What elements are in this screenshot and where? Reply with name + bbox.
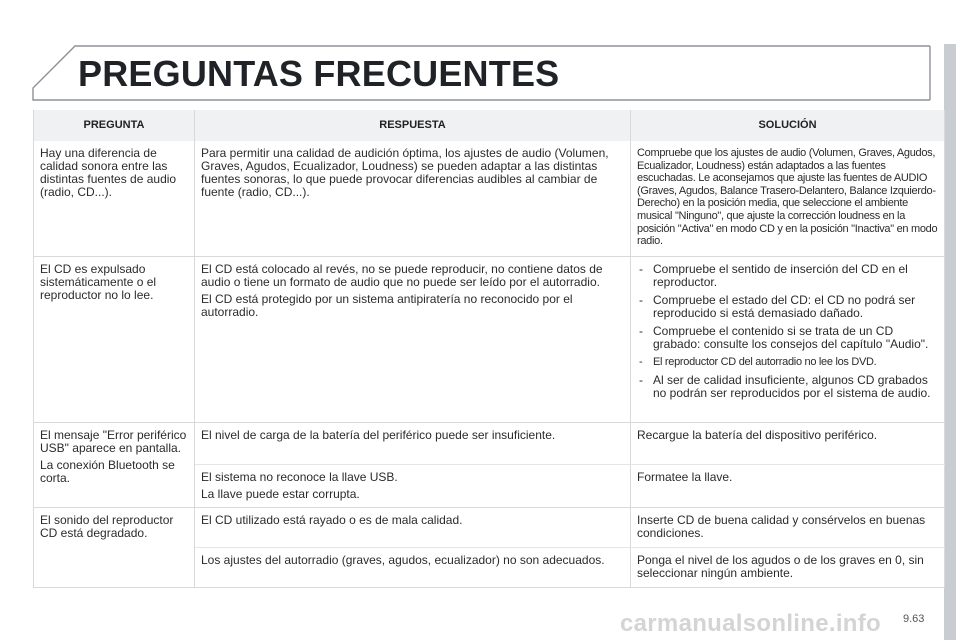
question-cell [34,422,195,507]
table-row [34,256,945,422]
answer-text: El nivel de carga de la batería del periférico puede ser insuficiente. [201,427,556,442]
answer-text: Para permitir una calidad de audición óptima, los ajustes de audio (Volumen, Graves, Agudos, Ecualizador, Loudness) se pueden adaptar a las distintas fuentes sonoras, lo que puede provocar diferencias audibles al cambiar de fuente (radio, CD...). [201,146,609,199]
answer-text: El CD está protegido por un sistema antipiratería no reconocido por el autorradio. [201,291,573,319]
table-row [34,422,945,464]
answer-text: El CD utilizado está rayado o es de mala calidad. [201,512,463,527]
table-header-row [34,110,945,141]
answer-cell [195,464,631,507]
answer-cell [195,507,631,547]
page-number: 9.63 [903,613,925,625]
solution-item: - Compruebe el estado del CD: el CD no podrá ser reproducido si está demasiado dañado. [637,294,938,320]
solution-text: Compruebe que los ajustes de audio (Volumen, Graves, Agudos, Ecualizador, Loudness) están adaptados a las fuentes escuchadas. Le aconsejamos que ajuste las fuentes de AUDIO (Graves, Agudos, Balance Trasero-Delantero, Balance Izquierdo-Derecho) en la posición media, que seleccione el ambiente musical "Ninguno", que ajuste la corrección loudness en la posición "Activa" en modo CD y en la posición "Inactiva" en modo radio. [637,147,938,248]
solution-item: - El reproductor CD del autorradio no lee los DVD. [637,356,938,369]
answer-text: El sistema no reconoce la llave USB. [201,469,398,484]
question-text: El CD es expulsado sistemáticamente o el reproductor no lo lee. [40,261,157,302]
page-title: PREGUNTAS FRECUENTES [78,53,560,94]
table-row [34,507,945,547]
answer-cell [195,547,631,587]
question-cell [34,256,195,422]
question-text: El sonido del reproductor CD está degradado. [40,512,174,540]
question-cell [34,507,195,587]
header-solution: SOLUCIÓN [631,110,945,141]
solution-text: Recargue la batería del dispositivo periférico. [637,427,878,442]
table-row [34,141,945,256]
question-text: La conexión Bluetooth se corta. [40,457,175,485]
solution-cell [631,507,945,547]
faq-table [33,110,945,588]
watermark: carmanualsonline.info [620,610,882,637]
header-answer: RESPUESTA [195,110,631,141]
solution-item: - Compruebe el contenido si se trata de un CD grabado: consulte los consejos del capítulo "Audio". [637,325,938,351]
page-side-bar [944,44,956,640]
solution-item: - Al ser de calidad insuficiente, algunos CD grabados no podrán ser reproducidos por el sistema de audio. [637,374,938,400]
answer-text: El CD está colocado al revés, no se puede reproducir, no contiene datos de audio o tiene un formato de audio que no puede ser leído por el autorradio. [201,261,603,289]
solution-text: Formatee la llave. [637,469,733,484]
answer-cell [195,141,631,256]
header-question: PREGUNTA [34,110,195,141]
solution-cell [631,141,945,256]
solution-text: Ponga el nivel de los agudos o de los graves en 0, sin seleccionar ningún ambiente. [637,552,924,580]
question-text: El mensaje "Error periférico USB" aparece en pantalla. [40,427,187,455]
question-cell [34,141,195,256]
solution-item: - Compruebe el sentido de inserción del CD en el reproductor. [637,263,938,289]
solution-list [637,263,938,400]
solution-cell [631,422,945,464]
answer-cell [195,256,631,422]
solution-cell [631,256,945,422]
solution-cell [631,547,945,587]
answer-text: Los ajustes del autorradio (graves, agudos, ecualizador) no son adecuados. [201,552,605,567]
answer-text: La llave puede estar corrupta. [201,486,360,501]
answer-cell [195,422,631,464]
solution-cell [631,464,945,507]
solution-text: Inserte CD de buena calidad y consérvelos en buenas condiciones. [637,512,926,540]
question-text: Hay una diferencia de calidad sonora entre las distintas fuentes de audio (radio, CD...). [40,146,177,199]
